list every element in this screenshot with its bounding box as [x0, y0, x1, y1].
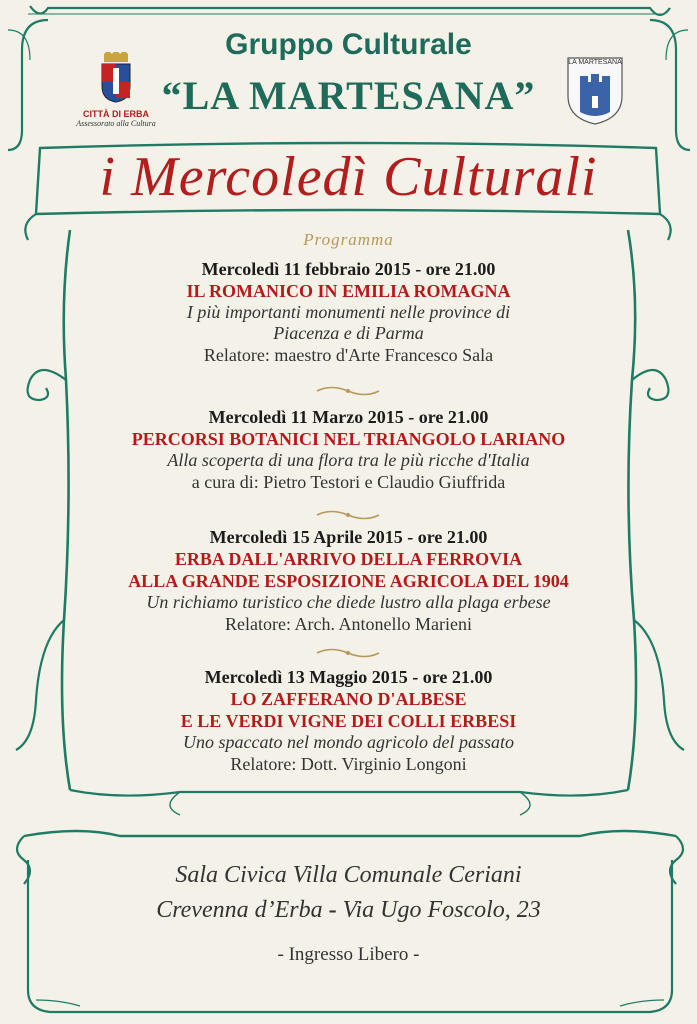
- logo-left-subcaption: Assessorato alla Cultura: [76, 119, 156, 128]
- event-description: Uno spaccato nel mondo agricolo del passato: [183, 732, 514, 752]
- event-title: ALLA GRANDE ESPOSIZIONE AGRICOLA DEL 1904: [128, 571, 569, 591]
- venue-address: [0, 897, 697, 924]
- entry-note: - Ingresso Libero -: [277, 944, 420, 965]
- address-separator: -: [322, 897, 343, 923]
- group-title: “LA MARTESANA”: [161, 73, 536, 118]
- banner-title: i Mercoledì Culturali: [99, 146, 598, 208]
- event-description: I più importanti monumenti nelle province di: [186, 302, 511, 322]
- flourish-divider-icon: [315, 646, 381, 660]
- event-description: Un richiamo turistico che diede lustro alla plaga erbese: [146, 592, 551, 612]
- flourish-divider-icon: [315, 508, 381, 522]
- event-title: E LE VERDI VIGNE DEI COLLI ERBESI: [180, 711, 517, 731]
- event-title: PERCORSI BOTANICI NEL TRIANGOLO LARIANO: [131, 429, 566, 449]
- group-name: Gruppo Culturale: [225, 28, 472, 61]
- event-date: Mercoledì 13 Maggio 2015 - ore 21.00: [204, 667, 493, 687]
- venue-name: Sala Civica Villa Comunale Ceriani: [175, 862, 522, 888]
- flourish-divider-icon: [315, 384, 381, 398]
- venue-locality: Crevenna d’Erba: [156, 897, 323, 923]
- event-3: [60, 526, 637, 635]
- event-date: Mercoledì 15 Aprile 2015 - ore 21.00: [209, 527, 488, 547]
- event-title: LO ZAFFERANO D'ALBESE: [230, 689, 467, 709]
- logo-left-caption: CITTÀ DI ERBA: [83, 109, 149, 119]
- event-1: [60, 258, 637, 366]
- programma-label: Programma: [303, 230, 394, 249]
- event-speaker: a cura di: Pietro Testori e Claudio Giuffrida: [191, 472, 506, 492]
- event-description: Alla scoperta di una flora tra le più ricche d'Italia: [167, 450, 530, 470]
- logo-right-caption: LA MARTESANA: [568, 59, 622, 66]
- event-speaker: Relatore: Arch. Antonello Marieni: [225, 614, 472, 634]
- event-speaker: Relatore: maestro d'Arte Francesco Sala: [203, 345, 494, 365]
- event-2: [60, 406, 637, 493]
- event-title: IL ROMANICO IN EMILIA ROMAGNA: [186, 281, 511, 301]
- event-date: Mercoledì 11 Marzo 2015 - ore 21.00: [208, 407, 489, 427]
- event-description: Piacenza e di Parma: [273, 323, 424, 343]
- event-date: Mercoledì 11 febbraio 2015 - ore 21.00: [201, 259, 496, 279]
- venue-street: Via Ugo Foscolo, 23: [342, 897, 541, 923]
- event-title: ERBA DALL'ARRIVO DELLA FERROVIA: [174, 549, 523, 569]
- event-speaker: Relatore: Dott. Virginio Longoni: [230, 754, 467, 774]
- event-4: [60, 666, 637, 775]
